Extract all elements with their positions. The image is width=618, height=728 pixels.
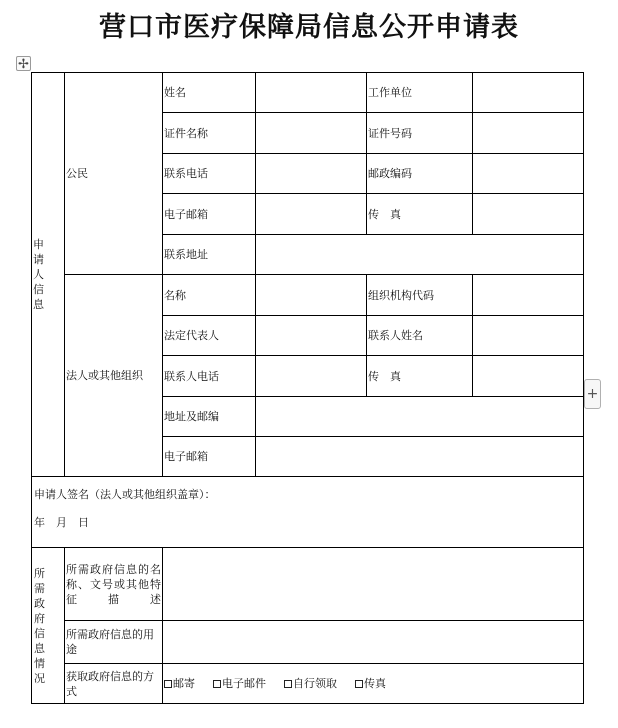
applicant-section-label: 申 请 人 信 息 xyxy=(32,73,65,477)
org-code-input[interactable] xyxy=(473,275,584,316)
table-row xyxy=(32,73,584,113)
option-mail[interactable] xyxy=(164,676,195,691)
info-description-input[interactable] xyxy=(163,548,584,621)
postcode-label: 邮政编码 xyxy=(367,154,473,194)
option-self-pickup[interactable] xyxy=(284,676,337,691)
signature-date: 年 月 日 xyxy=(34,516,89,529)
citizen-label: 公民 xyxy=(65,73,163,275)
work-unit-input[interactable] xyxy=(473,73,584,113)
org-fax-label: 传 真 xyxy=(367,356,473,397)
org-name-input[interactable] xyxy=(256,275,367,316)
info-description-label: 所需政府信息的名称、文号或其他特征描述 xyxy=(65,548,163,621)
citizen-email-label: 电子邮箱 xyxy=(163,194,256,235)
org-fax-input[interactable] xyxy=(473,356,584,397)
address-postcode-label: 地址及邮编 xyxy=(163,397,256,437)
work-unit-label: 工作单位 xyxy=(367,73,473,113)
table-row xyxy=(32,664,584,704)
org-name-label: 名称 xyxy=(163,275,256,316)
legal-rep-label: 法定代表人 xyxy=(163,316,256,356)
contact-phone-input[interactable] xyxy=(256,356,367,397)
signature-label: 申请人签名（法人或其他组织盖章）： xyxy=(34,488,216,501)
citizen-phone-label: 联系电话 xyxy=(163,154,256,194)
signature-cell[interactable] xyxy=(32,477,584,548)
citizen-name-input[interactable] xyxy=(256,73,367,113)
citizen-email-input[interactable] xyxy=(256,194,367,235)
checkbox-icon[interactable] xyxy=(164,680,172,688)
id-type-label: 证件名称 xyxy=(163,113,256,154)
option-label: 邮寄 xyxy=(173,677,195,690)
organization-label: 法人或其他组织 xyxy=(65,275,163,477)
purpose-label: 所需政府信息的用途 xyxy=(65,621,163,664)
table-row xyxy=(32,548,584,621)
option-fax[interactable] xyxy=(355,676,386,691)
purpose-input[interactable] xyxy=(163,621,584,664)
legal-rep-input[interactable] xyxy=(256,316,367,356)
address-postcode-input[interactable] xyxy=(256,397,584,437)
application-form-table xyxy=(31,72,584,704)
plus-icon[interactable]: + xyxy=(584,379,601,409)
citizen-address-label: 联系地址 xyxy=(163,235,256,275)
contact-phone-label: 联系人电话 xyxy=(163,356,256,397)
org-email-label: 电子邮箱 xyxy=(163,437,256,477)
table-row xyxy=(32,621,584,664)
option-label: 传真 xyxy=(364,677,386,690)
option-label: 电子邮件 xyxy=(222,677,266,690)
method-label: 获取政府信息的方式 xyxy=(65,664,163,704)
move-icon[interactable]: ✢ xyxy=(16,56,31,71)
org-email-input[interactable] xyxy=(256,437,584,477)
citizen-phone-input[interactable] xyxy=(256,154,367,194)
contact-name-label: 联系人姓名 xyxy=(367,316,473,356)
checkbox-icon[interactable] xyxy=(355,680,363,688)
option-label: 自行领取 xyxy=(293,677,337,690)
request-section-label: 所 需 政 府 信 息 情况 xyxy=(32,548,65,704)
contact-name-input[interactable] xyxy=(473,316,584,356)
id-number-input[interactable] xyxy=(473,113,584,154)
checkbox-icon[interactable] xyxy=(284,680,292,688)
citizen-name-label: 姓名 xyxy=(163,73,256,113)
table-row xyxy=(32,477,584,548)
org-code-label: 组织机构代码 xyxy=(367,275,473,316)
option-email[interactable] xyxy=(213,676,266,691)
citizen-address-input[interactable] xyxy=(256,235,584,275)
postcode-input[interactable] xyxy=(473,154,584,194)
citizen-fax-label: 传 真 xyxy=(367,194,473,235)
checkbox-icon[interactable] xyxy=(213,680,221,688)
page-title: 营口市医疗保障局信息公开申请表 xyxy=(99,12,519,43)
table-row xyxy=(32,275,584,316)
id-number-label: 证件号码 xyxy=(367,113,473,154)
id-type-input[interactable] xyxy=(256,113,367,154)
method-options xyxy=(163,664,584,704)
citizen-fax-input[interactable] xyxy=(473,194,584,235)
